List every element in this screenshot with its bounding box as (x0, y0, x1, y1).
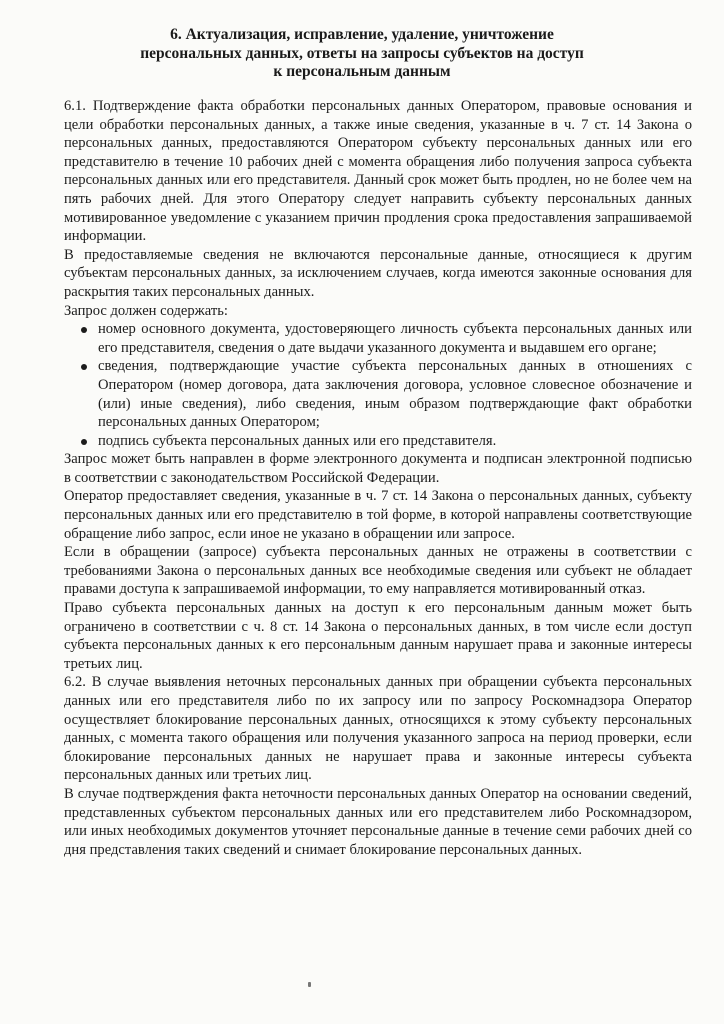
bullet-icon (81, 364, 87, 370)
paragraph-clarification: В случае подтверждения факта неточности персональных данных Оператор на основании сведений, представленных субъектом персональных данных или его представителем либо Роскомнадзором, или иных необходимых документов уточняет персональные данные в течение семи рабочих дней со дня представления таких сведений и снимает блокирование персональных данных. (64, 785, 692, 858)
document-body (64, 97, 692, 859)
bullet-icon (81, 439, 87, 445)
list-item-text: подпись субъекта персональных данных или его представителя. (98, 432, 497, 449)
list-item-text: номер основного документа, удостоверяющего личность субъекта персональных данных или его представителя, сведения о дате выдачи указанного документа и выдавшем его органе; (98, 321, 692, 356)
section-title-line-2: персональных данных, ответы на запросы субъектов на доступ (140, 44, 584, 62)
paragraph-refusal: Если в обращении (запросе) субъекта персональных данных не отражены в соответствии с требованиями Закона о персональных данных все необходимые сведения или субъект не обладает правами доступа к запрашиваемой информации, то ему направляется мотивированный отказ. (64, 544, 692, 598)
list-item (98, 357, 692, 431)
list-item-text: сведения, подтверждающие участие субъекта персональных данных в отношениях с Оператором (номер договора, дата заключения договора, условное словесное обозначение и (или) иные сведения), либо сведения, иным образом подтверждающие факт обработки персональных данных Оператором; (98, 358, 692, 431)
scan-speck (308, 982, 311, 987)
section-title (0, 26, 724, 82)
section-title-line-1: 6. Актуализация, исправление, удаление, уничтожение (170, 26, 554, 43)
section-title-line-3: к персональным данным (273, 63, 451, 80)
paragraph-response-form: Оператор предоставляет сведения, указанные в ч. 7 ст. 14 Закона о персональных данных, субъекту персональных данных или его представителю в той форме, в которой направлены соответствующие обращение либо запрос, если иное не указано в обращении или запросе. (64, 488, 692, 542)
paragraph-access-restriction: Право субъекта персональных данных на доступ к его персональным данным может быть ограничено в соответствии с ч. 8 ст. 14 Закона о персональных данных, в том числе если доступ субъекта персональных данных к его персональным данным нарушает права и законные интересы третьих лиц. (64, 600, 692, 672)
paragraph-excluded-data: В предоставляемые сведения не включаются персональные данные, относящиеся к другим субъектам персональных данных, за исключением случаев, когда имеются законные основания для раскрытия таких персональных данных. (64, 246, 692, 300)
paragraph-6-1: 6.1. Подтверждение факта обработки персональных данных Оператором, правовые основания и цели обработки персональных данных, а также иные сведения, указанные в ч. 7 ст. 14 Закона о персональных данных, предоставляются Оператором субъекту персональных данных или его представителю в течение 10 рабочих дней с момента обращения либо получения запроса субъекта персональных данных или его представителя. Данный срок может быть продлен, но не более чем на пять рабочих дней. Для этого Оператору следует направить субъекту персональных данных мотивированное уведомление с указанием причин продления срока предоставления запрашиваемой информации. (64, 98, 692, 245)
paragraph-6-2: 6.2. В случае выявления неточных персональных данных при обращении субъекта персональных данных или его представителя либо по их запросу или по запросу Роскомнадзора Оператор осуществляет блокирование персональных данных, относящихся к этому субъекту персональных данных, с момента такого обращения или получения указанного запроса на период проверки, если блокирование персональных данных не нарушает права и законные интересы субъекта персональных данных или третьих лиц. (64, 674, 692, 784)
request-requirements-list (64, 320, 692, 450)
list-item (98, 432, 692, 451)
paragraph-electronic-request: Запрос может быть направлен в форме электронного документа и подписан электронной подписью в соответствии с законодательством Российской Федерации. (64, 451, 692, 486)
list-item (98, 320, 692, 357)
bullet-icon (81, 327, 87, 333)
paragraph-request-contents: Запрос должен содержать: (64, 302, 228, 319)
